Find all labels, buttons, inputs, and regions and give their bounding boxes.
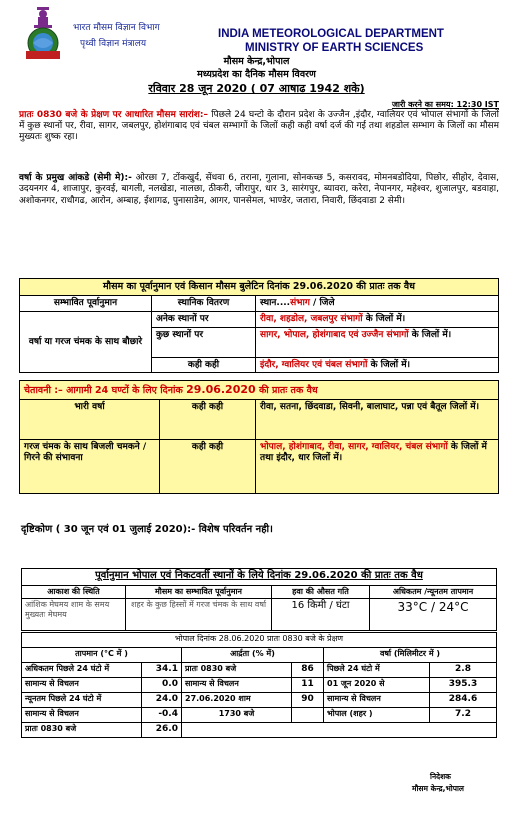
obs-temp-label-4: सामान्य से विचलन [22, 708, 142, 723]
obs-title: भोपाल दिनांक 28.06.2020 प्रातः 0830 बजे के प्रेक्षण [22, 633, 497, 648]
bulletin-col-location: स्थान....संभाग / जिले [256, 295, 499, 311]
obs-temp-label-1: अधिकतम पिछले 24 घंटो में [22, 663, 142, 678]
rainfall-data [19, 173, 499, 207]
bulletin-col-distribution: स्थानिक वितरण [152, 295, 256, 311]
obs-hum-label-3: 27.06.2020 शाम [182, 693, 292, 708]
obs-hum-value-4 [292, 708, 324, 723]
bhopal-header-wind: हवा की औसत गति [272, 586, 370, 599]
obs-rain-header: वर्षा (मिलिमीटर में ) [324, 648, 497, 663]
bhopal-sky: आंशिक मेघमय शाम के समय मुख्यतः मेघमय [22, 598, 126, 630]
rainfall-text: ओरछा 7, टोंकखुर्द, सेंधवा 6, तराना, गुलाना, सोनकच्छ 5, कसरावद, मोमनबडोदिया, पिछोर, सीहोर, देवास, उदयनगर 4, शाजापुर, कुरवई, बागली, नलखेडा, नालछा, ठीकरी, जीरापुर, धार 3, सारंगपुर, ब्यावरा, करेरा, नेपानगर, महेश्वर, शुजालपुर, बडवाहा, अशोकनगर, राधौगढ, आरोन, अम्बाह, ईशागढ, पुनासाडेम, आगर, पानसेमल, भाण्डेर, जतारा, निवारी, छिंदवाडा 2 सेमी। [19, 173, 499, 206]
obs-rain-value-2: 395.3 [430, 678, 497, 693]
warning-dist-2: कही कही [160, 439, 256, 493]
bhopal-forecast-title: पूर्वानुमान भोपाल एवं निकटवर्ती स्थानों के लिये दिनांक 29.06.2020 की प्रातः तक वैध [95, 570, 423, 581]
obs-temp-label-2: सामान्य से विचलन [22, 678, 142, 693]
obs-rain-label-3: सामान्य से विचलन [324, 693, 430, 708]
weather-summary [19, 110, 499, 143]
observations-table [21, 632, 497, 738]
bulletin-title: मौसम का पूर्वानुमान एवं किसान मौसम बुलेटिन दिनांक 29.06.2020 की प्रातः तक वैध [20, 279, 499, 296]
issue-time: जारी करने का समय: 12:30 IST [391, 100, 499, 109]
rainfall-heading: वर्षा के प्रमुख आंकडे (सेमी मे):- [19, 173, 132, 183]
bulletin-dist-1: अनेक स्थानों पर [152, 311, 256, 327]
bulletin-category: वर्षा या गरज चंमक के साथ बौछारे [20, 311, 152, 373]
report-date: रविवार 28 जून 2020 ( 07 आषाढ 1942 शके) [148, 82, 365, 95]
bhopal-header-weather: मौसम का सम्भावित पूर्वानुमान [126, 586, 272, 599]
outlook: दृष्टिकोण ( 30 जून एवं 01 जुलाई 2020):- विशेष परिवर्तन नही। [21, 524, 273, 535]
obs-rain-label-4: भोपाल (शहर ) [324, 708, 430, 723]
bhopal-header-temp: अधिकतम /न्यूनतम तापमान [370, 586, 497, 599]
dept-name: INDIA METEOROLOGICAL DEPARTMENT [218, 28, 444, 40]
forecast-bulletin-table [19, 278, 499, 373]
obs-temp-value-3: 24.0 [142, 693, 182, 708]
obs-temp-header: तापमान (°C में ) [22, 648, 182, 663]
warning-type-2: गरज चंमक के साथ बिजली चमकने /गिरने की संभावना [20, 439, 160, 493]
obs-humidity-header: आर्द्रता (% में) [182, 648, 324, 663]
bulletin-col-forecast: सम्भावित पूर्वानुमान [20, 295, 152, 311]
warning-type-1: भारी वर्षा [20, 399, 160, 439]
obs-temp-value-2: 0.0 [142, 678, 182, 693]
summary-heading: प्रातः 0830 बजे के प्रेक्षण पर आधारित मौसम सारांश:– [19, 110, 208, 120]
warning-table [19, 380, 499, 494]
obs-rain-value-3: 284.6 [430, 693, 497, 708]
bulletin-areas-1: रीवा, शहडोल, जबलपुर संभागों के जिलों में। [256, 311, 499, 327]
centre-name: मौसम केन्द्र,भोपाल [223, 56, 290, 67]
report-title: मध्यप्रदेश का दैनिक मौसम विवरण [197, 69, 316, 80]
national-emblem-icon [18, 5, 68, 63]
obs-hum-value-2: 11 [292, 678, 324, 693]
bulletin-areas-2: सागर, भोपाल, होशंगाबाद एवं उज्जैन संभागों के जिलों में। [256, 327, 499, 357]
obs-rain-label-2: 01 जून 2020 से [324, 678, 430, 693]
summary-text: पिछले 24 घन्टो के दौरान प्रदेश के उज्जैन ,इंदौर, ग्वालियर एवं भोपाल संभागों के जिलों में कुछ स्थानों पर, रीवा, सागर, जबलपुर, होशंगाबाद एवं चंबल सम्भागों के जिलों कही कही वर्षा दर्ज की गई तथा शहडोल सम्भाग के जिलों का मौसम मुख्यतः शुष्क रहा। [19, 110, 499, 142]
warning-areas-1: रीवा, सतना, छिंदवाडा, सिवनी, बालाघाट, पन्ना एवं बैतूल जिलों में। [256, 399, 499, 439]
obs-rain-value-4: 7.2 [430, 708, 497, 723]
bulletin-dist-2: कुछ स्थानों पर [152, 327, 256, 357]
bhopal-temp: 33°C / 24°C [370, 598, 497, 630]
obs-hum-label-2: सामान्य से विचलन [182, 678, 292, 693]
bulletin-areas-3: इंदौर, ग्वालियर एवं चंबल संभागों के जिलों में। [256, 357, 499, 373]
obs-temp-value-4: -0.4 [142, 708, 182, 723]
bhopal-header-sky: आकाश की स्थिति [22, 586, 126, 599]
warning-areas-2: भोपाल, होशंगाबाद, रीवा, सागर, ग्वालियर, चंबल संभागों के जिलों में तथा इंदौर, धार जिलों में। [256, 439, 499, 493]
obs-hum-value-3: 90 [292, 693, 324, 708]
bhopal-weather: शहर के कुछ हिस्सों में गरज चंमक के साथ वर्षा [126, 598, 272, 630]
obs-rain-label-1: पिछले 24 घंटो में [324, 663, 430, 678]
ministry-name: MINISTRY OF EARTH SCIENCES [245, 42, 424, 54]
signature-office: मौसम केन्द्र,भोपाल [412, 784, 465, 793]
obs-temp-label-5: प्रातः 0830 बजे [22, 723, 142, 738]
bulletin-dist-3: कही कही [152, 357, 256, 373]
obs-hum-label-1: प्रातः 0830 बजे [182, 663, 292, 678]
hindi-ministry-name: पृथ्वी विज्ञान मंत्रालय [80, 39, 147, 49]
obs-rain-value-1: 2.8 [430, 663, 497, 678]
obs-temp-value-1: 34.1 [142, 663, 182, 678]
obs-temp-value-5: 26.0 [142, 723, 182, 738]
obs-empty-cell [182, 723, 497, 738]
obs-hum-label-4: 1730 बजे [182, 708, 292, 723]
warning-dist-1: कही कही [160, 399, 256, 439]
obs-hum-value-1: 86 [292, 663, 324, 678]
bhopal-wind: 16 किमी / घंटा [272, 598, 370, 630]
warning-title: चेतावनी :– आगामी 24 घण्टों के लिए दिनांक 29.06.2020 की प्रातः तक वैध [20, 381, 499, 400]
hindi-dept-name: भारत मौसम विज्ञान विभाग [73, 23, 160, 33]
bhopal-forecast-table [21, 568, 497, 631]
signature-title: निदेशक [430, 772, 451, 781]
obs-temp-label-3: न्यूनतम पिछले 24 घंटो में [22, 693, 142, 708]
